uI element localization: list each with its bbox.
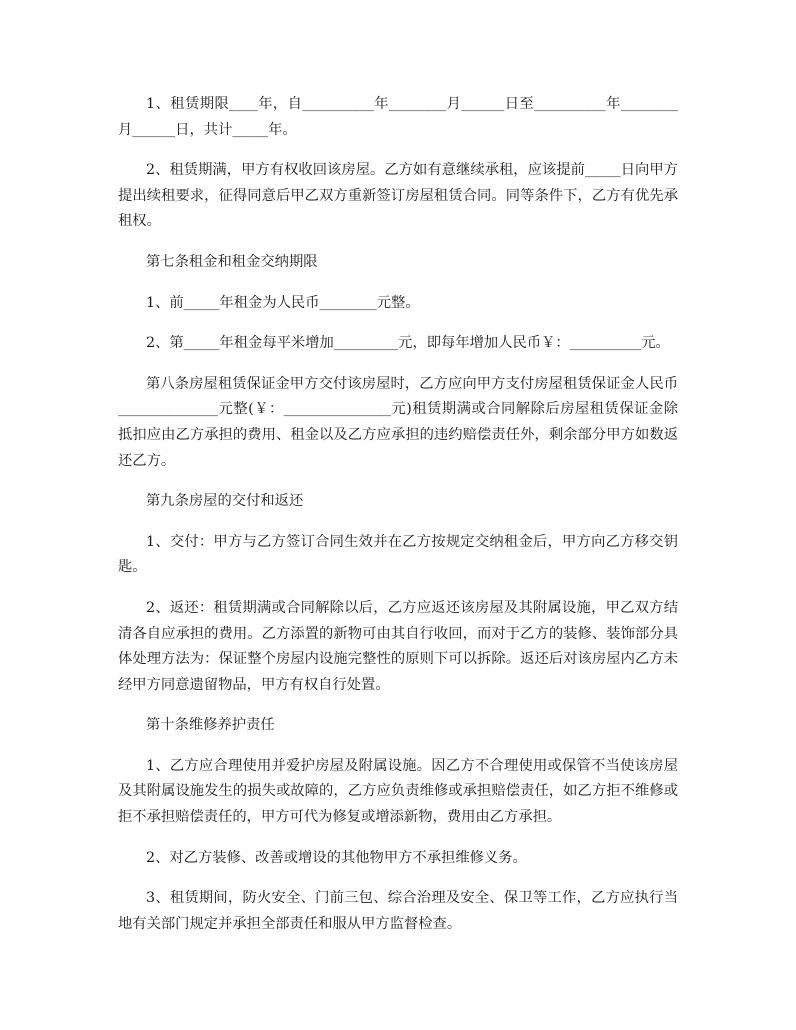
clause-10-item-3: 3、租赁期间，防火安全、门前三包、综合治理及安全、保卫等工作，乙方应执行当地有关部门规定并承担全部责任和服从甲方监督检查。: [118, 890, 678, 932]
clause-10-item-1: 1、乙方应合理使用并爱护房屋及附属设施。因乙方不合理使用或保管不当使该房屋及其附属设施发生的损失或故障的，乙方应负责维修或承担赔偿责任，如乙方拒不维修或拒不承担赔偿责任的，甲方可代为修复或增添新物，费用由乙方承担。: [118, 757, 678, 826]
clause-9-item-2: 2、返还：租赁期满或合同解除以后，乙方应返还该房屋及其附属设施，甲乙双方结清各自应承担的费用。乙方添置的新物可由其自行收回，而对于乙方的装修、装饰部分具体处理方法为：保证整个房屋内设施完整性的原则下可以拆除。返还后对该房屋内乙方未经甲方同意遗留物品，甲方有权自行处置。: [118, 599, 678, 693]
clause-7-item-1: 1、前_____年租金为人民币________元整。: [146, 294, 420, 311]
clause-10-item-2: 2、对乙方装修、改善或增设的其他物甲方不承担维修义务。: [146, 849, 527, 866]
clause-6-item-1: 1、租赁期限____年，自__________年________月______日至__________年________月______日，共计_____年。: [118, 96, 678, 138]
clause-9-item-1: 1、交付：甲方与乙方签订合同生效并在乙方按规定交纳租金后，甲方向乙方移交钥匙。: [118, 533, 678, 576]
clause-10-heading: 第十条维修养护责任: [146, 717, 275, 734]
clause-9-heading: 第九条房屋的交付和返还: [146, 493, 304, 510]
clause-7-item-2: 2、第_____年租金每平米增加_________元，即每年增加人民币￥：__________元。: [146, 335, 670, 352]
document-page: [118, 92, 678, 952]
clause-7-heading: 第七条租金和租金交纳期限: [146, 253, 318, 270]
clause-8-paragraph: 第八条房屋租赁保证金甲方交付该房屋时，乙方应向甲方支付房屋租赁保证金人民币______________元整(￥：_______________元)租赁期满或合同解除后房屋租赁保证金除抵扣应由乙方承担的费用、租金以及乙方应承担的违约赔偿责任外，剩余部分甲方如数返还乙方。: [118, 375, 678, 469]
clause-6-item-2: 2、租赁期满，甲方有权收回该房屋。乙方如有意继续承租，应该提前_____日向甲方提出续租要求，征得同意后甲乙双方重新签订房屋租赁合同。同等条件下，乙方有优先承租权。: [118, 162, 678, 230]
